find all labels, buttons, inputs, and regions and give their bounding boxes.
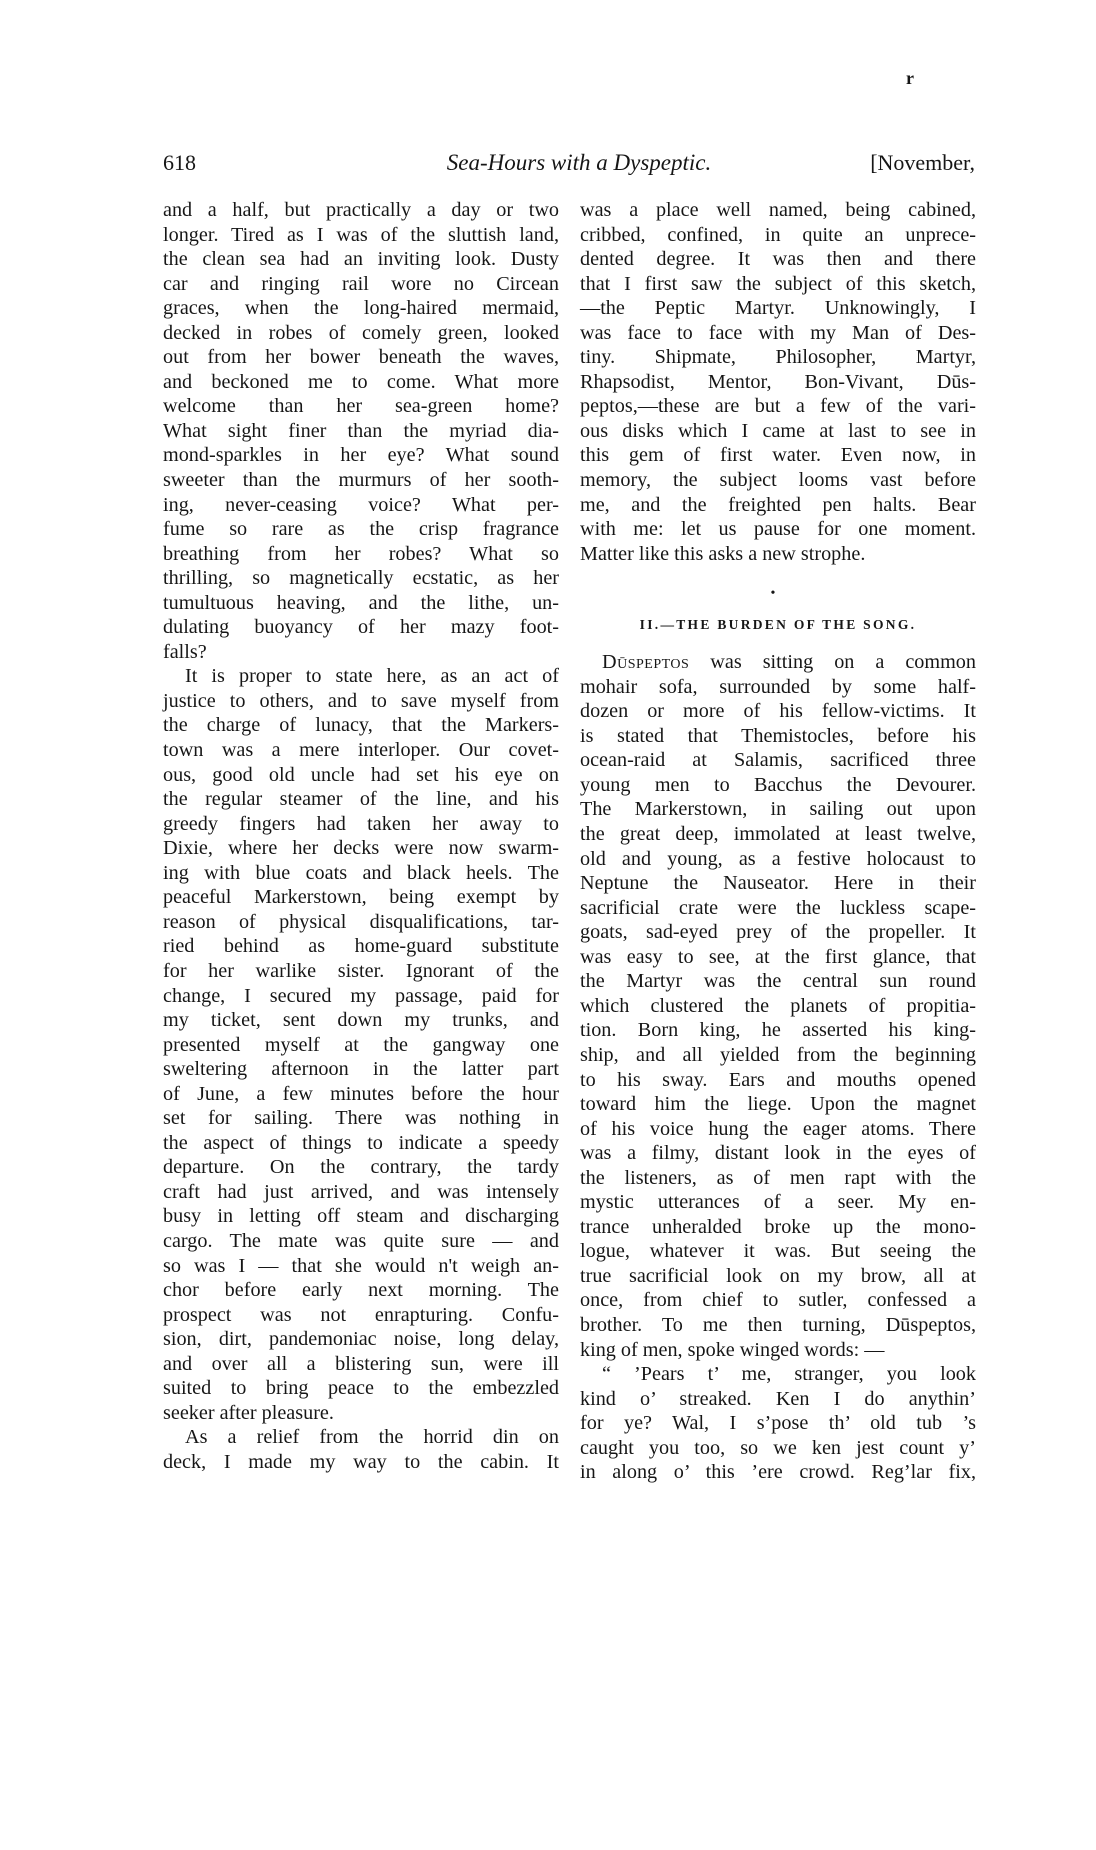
text-line: “ ’Pears t’ me, stranger, you look — [602, 1363, 976, 1386]
text-line: of his voice hung the eager atoms. There — [580, 1117, 976, 1140]
text-line: true sacrificial look on my brow, all at — [580, 1264, 976, 1287]
text-line: mystic utterances of a seer. My en- — [580, 1191, 976, 1214]
text-line: toward him the liege. Upon the magnet — [580, 1093, 976, 1116]
text-line: logue, whatever it was. But seeing the — [580, 1240, 976, 1263]
text-line: so was I — that she would n't weigh an- — [163, 1254, 559, 1277]
text-line: greedy fingers had taken her away to — [163, 812, 559, 835]
text-line: falls? — [163, 640, 207, 663]
text-line: —the Peptic Martyr. Unknowingly, I — [580, 297, 976, 320]
text-line: this gem of first water. Even now, in — [580, 444, 976, 467]
text-line: Neptune the Nauseator. Here in their — [580, 872, 976, 895]
text-line: set for sailing. There was nothing in — [163, 1107, 559, 1130]
text-line: ing with blue coats and black heels. The — [163, 861, 559, 884]
text-line: As a relief from the horrid din on — [185, 1426, 559, 1449]
text-line: young men to Bacchus the Devourer. — [580, 773, 976, 796]
text-line: tion. Born king, he asserted his king- — [580, 1019, 976, 1042]
text-line: is stated that Themistocles, before his — [580, 724, 976, 747]
text-line: cribbed, confined, in quite an unprece- — [580, 223, 976, 246]
text-line: which clustered the planets of propitia- — [580, 994, 976, 1017]
text-line: reason of physical disqualifications, tar- — [163, 910, 559, 933]
text-line: once, from chief to sutler, confessed a — [580, 1289, 976, 1312]
text-line: presented myself at the gangway one — [163, 1033, 559, 1056]
text-line: sweltering afternoon in the latter part — [163, 1058, 559, 1081]
section-heading: II.—THE BURDEN OF THE SONG. — [639, 617, 917, 633]
text-line: ous, good old uncle had set his eye on — [163, 763, 559, 786]
text-line: kind o’ streaked. Ken I do anythin’ — [580, 1387, 976, 1410]
left-column — [163, 198, 559, 1474]
text-line: chor before early next morning. The — [163, 1279, 559, 1302]
text-line: decked in robes of comely green, looked — [163, 321, 559, 344]
running-month: [November, — [870, 150, 975, 175]
text-line: with me: let us pause for one moment. — [580, 518, 976, 541]
text-line: was face to face with my Man of Des- — [580, 321, 976, 344]
text-line: ried behind as home-guard substitute — [163, 935, 559, 958]
text-line: to his sway. Ears and mouths opened — [580, 1068, 976, 1091]
running-header — [163, 150, 975, 180]
text-line: seeker after pleasure. — [163, 1401, 334, 1424]
text-line: Dixie, where her decks were now swarm- — [163, 837, 559, 860]
text-line: the charge of lunacy, that the Markers- — [163, 714, 559, 737]
text-line: was easy to see, at the first glance, that — [580, 945, 976, 968]
text-line: craft had just arrived, and was intensely — [163, 1180, 559, 1203]
text-line: tumultuous heaving, and the lithe, un- — [163, 591, 559, 614]
text-line: and a half, but practically a day or two — [163, 199, 559, 221]
text-line: sacrificial crate were the luckless scape- — [580, 896, 976, 919]
text-line: graces, when the long-haired mermaid, — [163, 297, 559, 320]
text-line: that I first saw the subject of this sketch, — [580, 272, 976, 295]
text-line: ocean-raid at Salamis, sacrificed three — [580, 749, 976, 772]
text-line: fume so rare as the crisp fragrance — [163, 518, 559, 541]
paragraph-cabin-continued — [580, 198, 976, 566]
text-line: justice to others, and to save myself from — [163, 689, 559, 712]
text-line: What sight finer than the myriad dia- — [163, 419, 559, 442]
text-line: memory, the subject looms vast before — [580, 469, 976, 492]
text-line: the great deep, immolated at least twelve, — [580, 823, 976, 846]
text-line: town was a mere interloper. Our covet- — [163, 739, 559, 762]
text-line: welcome than her sea-green home? — [163, 395, 559, 418]
text-line: was a filmy, distant look in the eyes of — [580, 1142, 976, 1165]
text-line: brother. To me then turning, Dūspeptos, — [580, 1313, 976, 1336]
paragraph — [163, 664, 559, 1425]
text-line: ing, never-ceasing voice? What per- — [163, 493, 559, 516]
text-line: dulating buoyancy of her mazy foot- — [163, 616, 559, 639]
text-line: my ticket, sent down my trunks, and — [163, 1009, 559, 1032]
text-line: suited to bring peace to the embezzled — [163, 1377, 559, 1400]
paragraph-duspeptos — [580, 650, 976, 1362]
text-line: cargo. The mate was quite sure — and — [163, 1229, 559, 1252]
text-line: in along o’ this ’ere crowd. Reg’lar fix, — [580, 1461, 976, 1484]
right-column — [580, 198, 976, 1485]
text-line: car and ringing rail wore no Circean — [163, 272, 559, 295]
text-line: change, I secured my passage, paid for — [163, 984, 559, 1007]
text-line: dented degree. It was then and there — [580, 248, 976, 271]
text-line: mond-sparkles in her eye? What sound — [163, 444, 559, 467]
text-line: of June, a few minutes before the hour — [163, 1082, 559, 1105]
running-title: Sea-Hours with a Dyspeptic. — [446, 150, 712, 175]
text-line: the clean sea had an inviting look. Dusty — [163, 248, 559, 271]
text-line: dozen or more of his fellow-victims. It — [580, 700, 976, 723]
text-line: departure. On the contrary, the tardy — [163, 1156, 559, 1179]
text-line: me, and the freighted pen halts. Bear — [580, 493, 976, 516]
paragraph — [163, 1425, 559, 1474]
text-line: tiny. Shipmate, Philosopher, Martyr, — [580, 346, 976, 369]
text-line: sweeter than the murmurs of her sooth- — [163, 469, 559, 492]
text-line: ship, and all yielded from the beginning — [580, 1043, 976, 1066]
stray-print-mark: r — [906, 68, 914, 88]
page-number: 618 — [163, 150, 196, 175]
text-line: peaceful Markerstown, being exempt by — [163, 886, 559, 909]
text-line: the aspect of things to indicate a speedy — [163, 1131, 559, 1154]
text-line: caught you too, so we ken jest count y’ — [580, 1436, 976, 1459]
text-line: The Markerstown, in sailing out upon — [580, 798, 976, 821]
text-line: the regular steamer of the line, and his — [163, 788, 559, 811]
text-line: It is proper to state here, as an act of — [185, 665, 559, 688]
text-line: the listeners, as of men rapt with the — [580, 1166, 976, 1189]
paragraph — [163, 198, 559, 664]
text-line: king of men, spoke winged words: — — [580, 1338, 885, 1361]
text-line: Dūspeptos was sitting on a common — [602, 651, 976, 674]
text-line: longer. Tired as I was of the sluttish land, — [163, 223, 559, 246]
text-line: trance unheralded broke up the mono- — [580, 1215, 976, 1238]
text-line: goats, sad-eyed prey of the propeller. It — [580, 921, 976, 944]
text-line: Matter like this asks a new strophe. — [580, 542, 866, 565]
text-line: breathing from her robes? What so — [163, 542, 559, 565]
text-line: was a place well named, being cabined, — [580, 199, 976, 221]
text-line: deck, I made my way to the cabin. It — [163, 1450, 559, 1473]
paragraph-dialogue — [580, 1362, 976, 1485]
text-line: and over all a blistering sun, were ill — [163, 1352, 559, 1375]
text-line: and beckoned me to come. What more — [163, 370, 559, 393]
text-line: prospect was not enrapturing. Confu- — [163, 1303, 559, 1326]
text-line: busy in letting off steam and discharging — [163, 1205, 559, 1228]
text-line: old and young, as a festive holocaust to — [580, 847, 976, 870]
lead-word: Dūspeptos — [602, 651, 690, 674]
text-line: for her warlike sister. Ignorant of the — [163, 959, 559, 982]
text-line: Rhapsodist, Mentor, Bon-Vivant, Dūs- — [580, 370, 976, 393]
text-line: the Martyr was the central sun round — [580, 970, 976, 993]
text-line: out from her bower beneath the waves, — [163, 346, 559, 369]
text-line: mohair sofa, surrounded by some half- — [580, 675, 976, 698]
section-separator-dot: • — [770, 586, 776, 602]
text-line: for ye? Wal, I s’pose th’ old tub ’s — [580, 1412, 976, 1435]
text-line: peptos,—these are but a few of the vari- — [580, 395, 976, 418]
text-line: ous disks which I came at last to see in — [580, 419, 976, 442]
text-line: sion, dirt, pandemoniac noise, long delay, — [163, 1328, 559, 1351]
text-line: thrilling, so magnetically ecstatic, as her — [163, 567, 559, 590]
